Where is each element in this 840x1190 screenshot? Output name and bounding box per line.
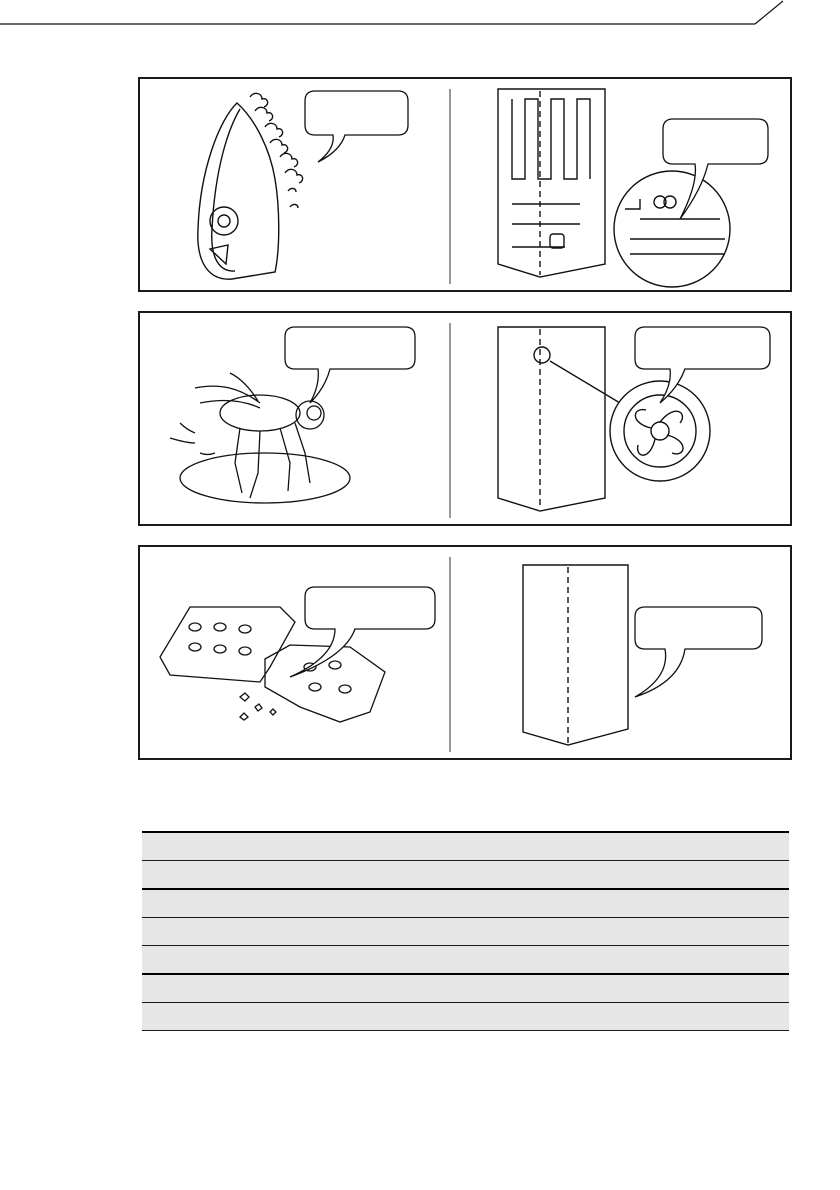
panel-3-drawing	[140, 547, 794, 762]
table-row	[142, 946, 789, 975]
table-row	[142, 861, 789, 890]
table-cell-label	[142, 889, 466, 918]
speech-bubble-left-2	[285, 327, 415, 403]
panel-1-drawing	[140, 79, 794, 294]
steam-iron-icon	[198, 93, 303, 279]
illustration-panel-noises-2	[138, 311, 792, 526]
table-cell-value	[466, 1003, 790, 1031]
illustration-panel-noises-3	[138, 545, 792, 760]
table-cell-value	[466, 946, 790, 975]
table-cell-value	[466, 861, 790, 890]
table-row	[142, 918, 789, 946]
table-cell-label	[142, 861, 466, 890]
fly-icon	[170, 373, 350, 503]
table-cell-value	[466, 832, 790, 861]
table-cell-label	[142, 1003, 466, 1031]
table-cell-value	[466, 918, 790, 946]
table-cell-label	[142, 946, 466, 975]
table-cell-value	[466, 889, 790, 918]
table-cell-label	[142, 832, 466, 861]
table-row	[142, 974, 789, 1003]
table-row	[142, 832, 789, 861]
speech-bubble-right-3	[635, 607, 762, 697]
table-cell-label	[142, 918, 466, 946]
panel-2-drawing	[140, 313, 794, 528]
table-row	[142, 889, 789, 918]
data-table	[142, 831, 789, 1031]
illustration-panel-noises-1	[138, 77, 792, 292]
table-cell-value	[466, 974, 790, 1003]
speech-bubble-left-1	[305, 91, 408, 162]
header-rule	[0, 0, 840, 30]
table-cell-label	[142, 974, 466, 1003]
table-row	[142, 1003, 789, 1031]
fridge-cabinet-icon	[523, 565, 628, 745]
